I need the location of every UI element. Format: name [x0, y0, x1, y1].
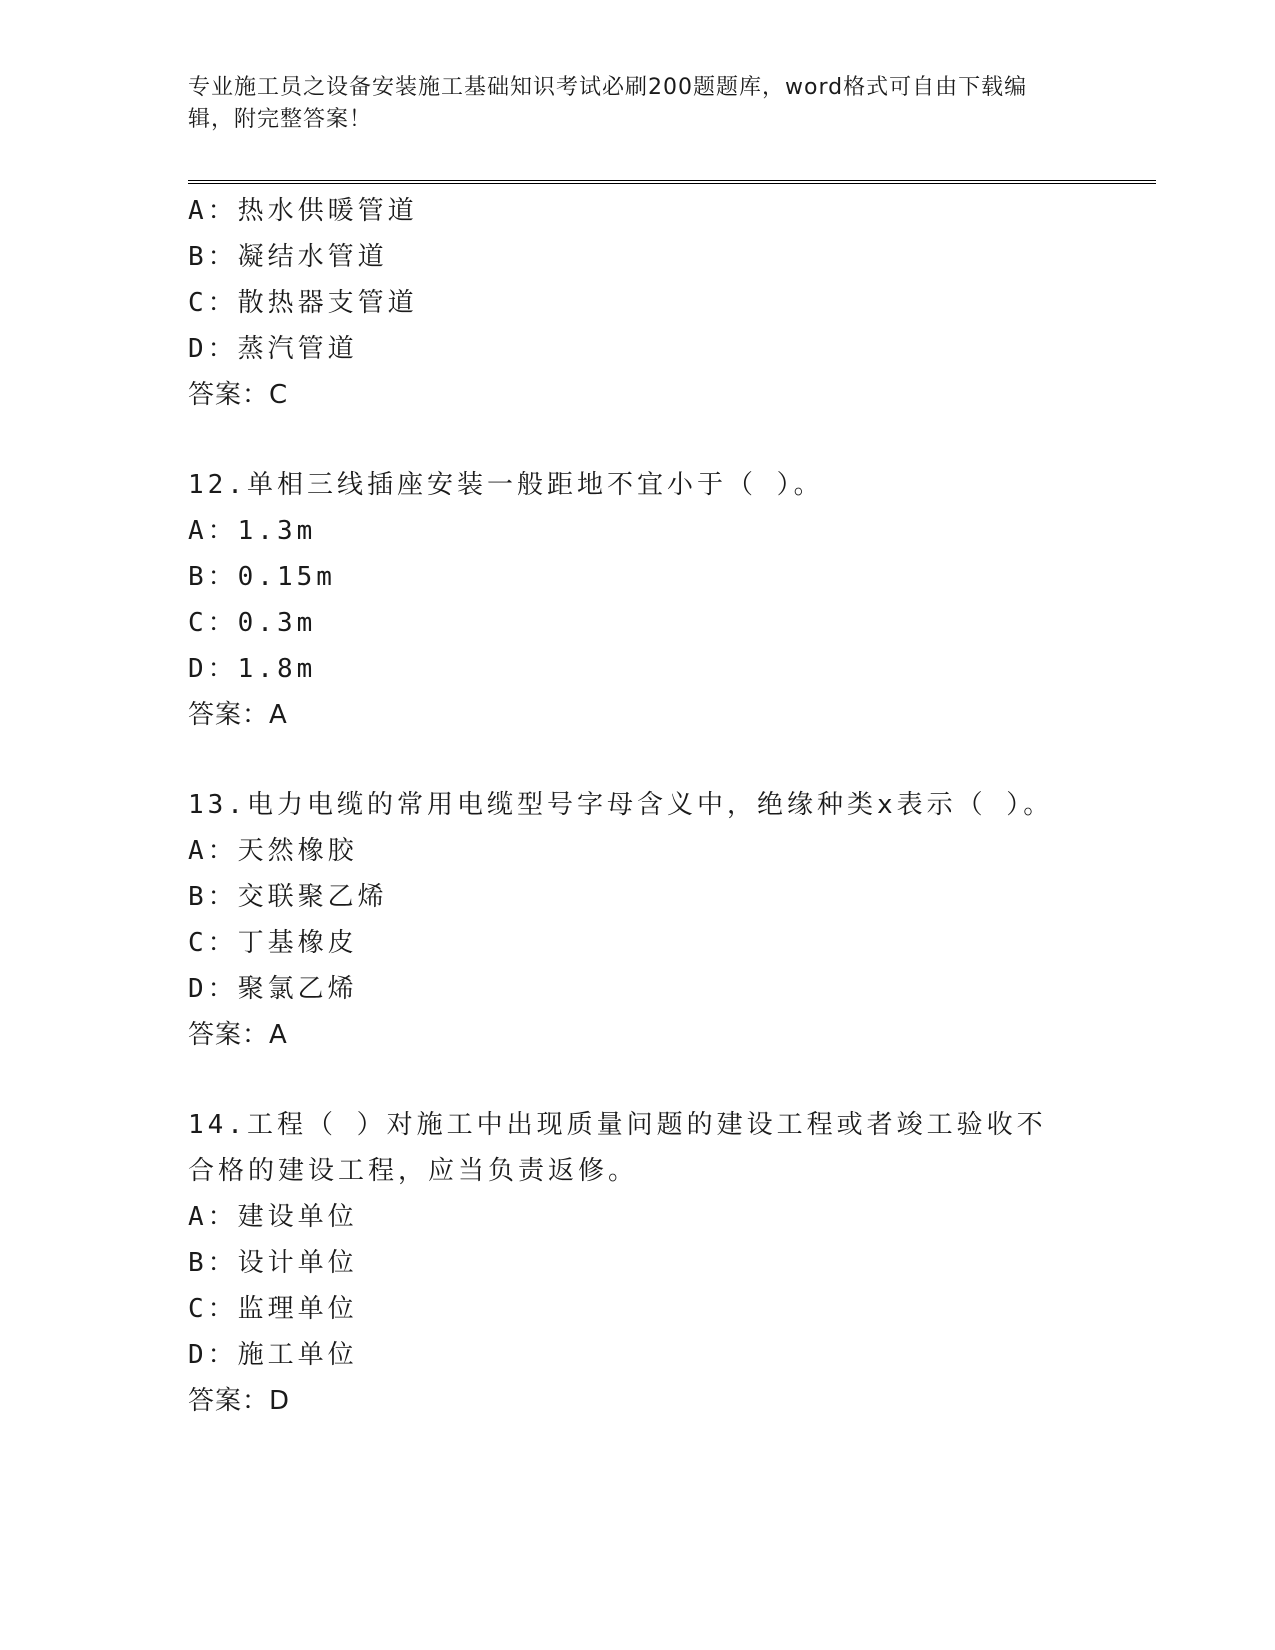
option-d: D：1.8m [188, 654, 317, 684]
document-body [188, 188, 1156, 1468]
answer: 答案：A [188, 700, 288, 730]
option-a: A：天然橡胶 [188, 836, 358, 866]
option-a: A：热水供暖管道 [188, 196, 418, 226]
question-block-12 [188, 462, 1156, 738]
option-d: D：施工单位 [188, 1340, 358, 1370]
question-text: 13.电力电缆的常用电缆型号字母含义中，绝缘种类x表示（ ）。 [188, 790, 1054, 820]
option-b: B：交联聚乙烯 [188, 882, 388, 912]
option-c: C：监理单位 [188, 1294, 358, 1324]
option-b: B：0.15m [188, 562, 336, 592]
question-text: 12.单相三线插座安装一般距地不宜小于（ ）。 [188, 470, 824, 500]
question-block-14 [188, 1102, 1156, 1424]
option-b: B：凝结水管道 [188, 242, 388, 272]
option-d: D：聚氯乙烯 [188, 974, 358, 1004]
option-d: D：蒸汽管道 [188, 334, 358, 364]
option-a: A：1.3m [188, 516, 317, 546]
answer: 答案：D [188, 1386, 291, 1416]
option-c: C：散热器支管道 [188, 288, 418, 318]
question-block-11 [188, 188, 1156, 418]
header-divider [188, 180, 1156, 184]
option-c: C：丁基橡皮 [188, 928, 358, 958]
option-c: C：0.3m [188, 608, 317, 638]
answer: 答案：C [188, 380, 289, 410]
option-b: B：设计单位 [188, 1248, 358, 1278]
question-block-13 [188, 782, 1156, 1058]
question-text: 14.工程（ ）对施工中出现质量问题的建设工程或者竣工验收不合格的建设工程，应当负责返修。 [188, 1110, 1047, 1186]
page-header: 专业施工员之设备安装施工基础知识考试必刷200题题库，word格式可自由下载编辑，附完整答案！ [188, 75, 1028, 132]
answer: 答案：A [188, 1020, 288, 1050]
option-a: A：建设单位 [188, 1202, 358, 1232]
